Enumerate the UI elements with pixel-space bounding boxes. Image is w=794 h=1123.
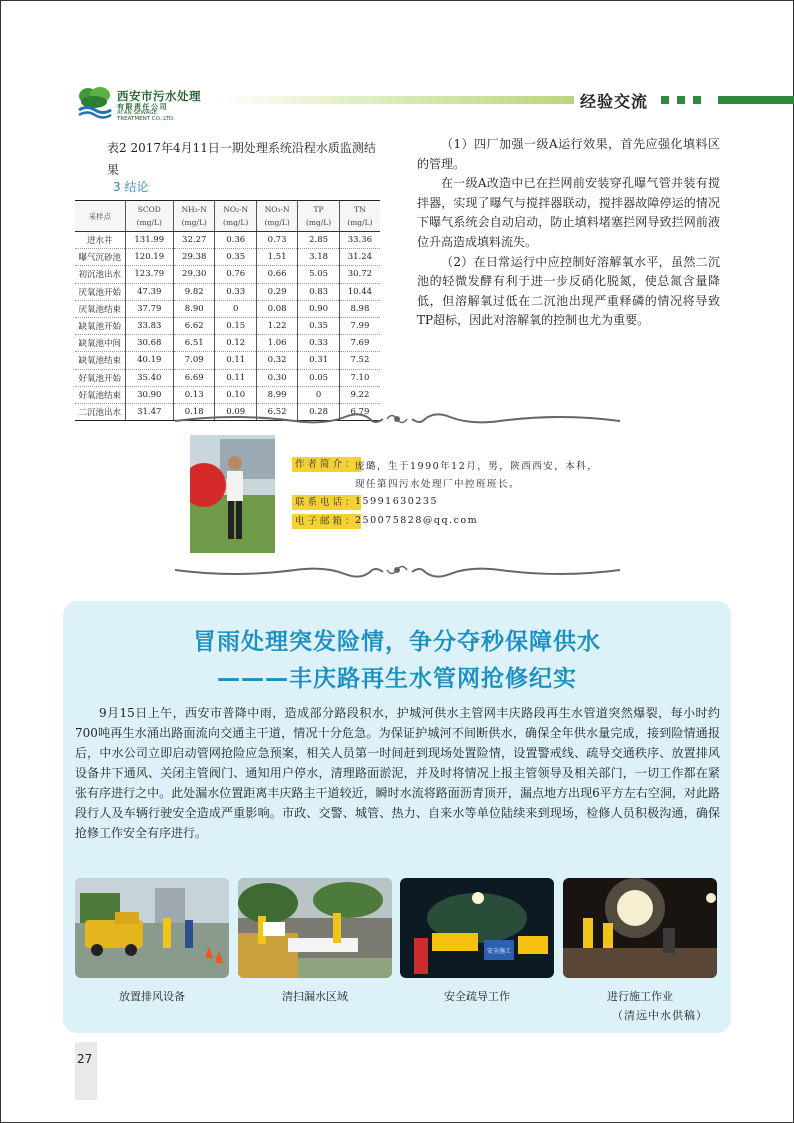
table-cell-value: 6.79: [339, 403, 380, 420]
table-cell-value: 0: [298, 386, 339, 403]
table-cell-value: 0.18: [174, 403, 215, 420]
night-construction-photo-icon: [563, 878, 717, 978]
author-intro-label: 作者简介：: [292, 457, 361, 472]
table-cell-value: 0.09: [215, 403, 256, 420]
table-cell-value: 0.13: [174, 386, 215, 403]
table-cell-value: 0.76: [215, 266, 256, 283]
table-cell-value: 6.62: [174, 317, 215, 334]
logo-mark-icon: [75, 86, 115, 120]
table-cell-value: 35.40: [125, 369, 174, 386]
table-cell-value: 0.11: [215, 352, 256, 369]
table-cell-value: 7.99: [339, 317, 380, 334]
table-cell-site: 缺氧池结束: [75, 352, 125, 369]
author-intro-line: 现任第四污水处理厂中控班班长。: [355, 479, 521, 490]
table-cell-site: 好氧池开始: [75, 369, 125, 386]
table-cell-value: 33.83: [125, 317, 174, 334]
table-cell-site: 缺氧池开始: [75, 317, 125, 334]
table-cell-value: 32.27: [174, 232, 215, 249]
author-photo: [190, 435, 275, 553]
table-cell-value: 0.29: [256, 283, 297, 300]
col-header: 采样点: [75, 201, 125, 232]
author-phone: 15991630235: [355, 496, 438, 507]
table-cell-site: 厌氧池开始: [75, 283, 125, 300]
table-cell-value: 131.99: [125, 232, 174, 249]
table-cell-value: 0.66: [256, 266, 297, 283]
table-cell-site: 初沉池出水: [75, 266, 125, 283]
table-cell-value: 7.69: [339, 335, 380, 352]
table-cell-value: 0.11: [215, 369, 256, 386]
news-photo-caption: 安全疏导工作: [444, 990, 510, 1003]
news-photo-caption: 放置排风设备: [119, 990, 185, 1003]
logo-chinese-name: 西安市污水处理: [117, 89, 201, 103]
header-square-icon: [661, 96, 669, 104]
table-cell-value: 1.22: [256, 317, 297, 334]
news-photo: [238, 878, 392, 978]
table-row: [75, 232, 380, 249]
table-cell-value: 6.51: [174, 335, 215, 352]
table-cell-value: 0.10: [215, 386, 256, 403]
conclusion-paragraph: （1）四厂加强一级A运行效果，首先应强化填料区的管理。: [417, 137, 720, 171]
street-cleaning-photo-icon: [238, 878, 392, 978]
table-cell-site: 厌氧池结束: [75, 300, 125, 317]
table-cell-value: 3.18: [298, 249, 339, 266]
news-photo-caption: 清扫漏水区域: [282, 990, 348, 1003]
header-square-icon: [677, 96, 685, 104]
header-gradient-bar: [218, 96, 574, 104]
table-cell-value: 29.30: [174, 266, 215, 283]
col-header: NH₃-N (mg/L): [174, 201, 215, 232]
table-cell-value: 0.35: [298, 317, 339, 334]
table-cell-value: 30.90: [125, 386, 174, 403]
col-header: NO₂-N (mg/L): [215, 201, 256, 232]
table-cell-site: 进水井: [75, 232, 125, 249]
author-email-label: 电子邮箱：: [292, 514, 361, 529]
table-cell-value: 8.98: [339, 300, 380, 317]
table-cell-value: 0.32: [256, 352, 297, 369]
table-cell-value: 0.05: [298, 369, 339, 386]
conclusion-paragraph: 在一级A改造中已在拦网前安装穿孔曝气管并装有搅拌器，实现了曝气与搅拌器联动，搅拌器故障停运的情况下曝气系统会自动启动，防止填料堵塞拦网导致拦网前液位升高造成填料流失。: [417, 176, 720, 249]
table-cell-value: 0.30: [256, 369, 297, 386]
table-cell-value: 33.36: [339, 232, 380, 249]
table-cell-value: 31.47: [125, 403, 174, 420]
table-cell-site: 缺氧池中间: [75, 335, 125, 352]
table-cell-value: 0.90: [298, 300, 339, 317]
header-green-bar: [718, 96, 794, 104]
table-cell-value: 9.22: [339, 386, 380, 403]
table-cell-value: 0.08: [256, 300, 297, 317]
table-cell-site: 曝气沉砂池: [75, 249, 125, 266]
author-phone-label: 联系电话：: [292, 495, 361, 510]
conclusion-paragraph: （2）在日常运行中应控制好溶解氧水平，虽然二沉池的轻微发酵有利于进一步反硝化脱氮，使总氮含量降低，但溶解氧过低在二沉池出现严重释磷的情况将导致TP超标，因此对溶解氧的控制也尤为重要。: [417, 254, 720, 328]
night-traffic-sign-photo-icon: [400, 878, 554, 978]
logo-subtitle: 有限责任公司: [117, 103, 168, 111]
table-header-row: [75, 201, 380, 232]
author-email: 250075828@qq.com: [355, 515, 479, 526]
table-row: [75, 283, 380, 300]
table-row: [75, 317, 380, 334]
table-cell-value: 0.83: [298, 283, 339, 300]
page-number-tab: [75, 1042, 97, 1100]
table-caption: 表2 2017年4月11日一期处理系统沿程水质监测结果: [107, 141, 376, 177]
table-cell-value: 123.79: [125, 266, 174, 283]
table-cell-site: 好氧池结束: [75, 386, 125, 403]
table-cell-value: 9.82: [174, 283, 215, 300]
table-cell-value: 0.28: [298, 403, 339, 420]
table-row: [75, 300, 380, 317]
table-cell-value: 1.06: [256, 335, 297, 352]
table-cell-value: 0.33: [215, 283, 256, 300]
company-logo: [75, 82, 225, 124]
author-intro-line: 庞璐，生于1990年12月，男，陕西西安，本科，: [355, 461, 599, 472]
table-cell-value: 6.52: [256, 403, 297, 420]
table-cell-value: 0.73: [256, 232, 297, 249]
rescue-truck-photo-icon: [75, 878, 229, 978]
sign-text: 安全施工: [486, 948, 512, 955]
table-cell-value: 10.44: [339, 283, 380, 300]
table-cell-value: 120.19: [125, 249, 174, 266]
table-cell-value: 0.35: [215, 249, 256, 266]
table-cell-value: 31.24: [339, 249, 380, 266]
table-cell-value: 0.12: [215, 335, 256, 352]
water-quality-table: [75, 200, 380, 421]
news-subtitle: ———丰庆路再生水管网抢修纪实: [217, 666, 577, 692]
table-cell-value: 8.99: [256, 386, 297, 403]
table-cell-value: 8.90: [174, 300, 215, 317]
table-row: [75, 369, 380, 386]
col-header: TN (mg/L): [339, 201, 380, 232]
table-cell-value: 5.05: [298, 266, 339, 283]
table-cell-site: 二沉池出水: [75, 403, 125, 420]
logo-english-name: XI'AN SEWAGE TREATMENT CO.,LTD.: [117, 110, 175, 122]
table-cell-value: 2.85: [298, 232, 339, 249]
section-title: 经验交流: [580, 92, 649, 111]
news-paragraph: 9月15日上午，西安市普降中雨，造成部分路段积水，护城河供水主管网丰庆路段再生水管道突然爆裂，每小时约700吨再生水涌出路面流向交通主干道，情况十分危急。为保证护城河不间断供水，确保全年供水量完成，接到险情通报后，中水公司立即启动管网抢险应急预案，相关人员第一时间赶到现场处置险情，设置警戒线、疏导交通秩序、放置排风设备井下通风、关闭主管阀门、通知用户停水，清理路面淤泥，并及时将情况上报主管领导及相关部门，一切工作都在紧张有序进行之中。此处漏水位置距离丰庆路主干道较近，瞬时水流将路面沥青顶开，漏点地方出现6平方左右空洞，对此路段行人及车辆行驶安全造成严重影响。市政、交警、城管、热力、自来水等单位陆续来到现场，检修人员积极沟通，确保抢修工作安全有序进行。: [75, 706, 720, 840]
table-row: [75, 352, 380, 369]
table-cell-value: 1.51: [256, 249, 297, 266]
col-header: TP (mg/L): [298, 201, 339, 232]
table-row: [75, 335, 380, 352]
table-cell-value: 7.09: [174, 352, 215, 369]
table-cell-value: 6.69: [174, 369, 215, 386]
ornament-divider-icon: [175, 409, 620, 429]
section-heading: 3 结论: [113, 180, 149, 194]
table-cell-value: 30.72: [339, 266, 380, 283]
news-photo: [563, 878, 717, 978]
table-cell-value: 47.39: [125, 283, 174, 300]
col-header: SCOD (mg/L): [125, 201, 174, 232]
table-cell-value: 0.31: [298, 352, 339, 369]
table-cell-value: 37.79: [125, 300, 174, 317]
page-number: 27: [77, 1052, 93, 1066]
author-photo-icon: [190, 435, 275, 553]
table-cell-value: 7.10: [339, 369, 380, 386]
table-row: [75, 266, 380, 283]
header-square-icon: [693, 96, 701, 104]
table-cell-value: 29.38: [174, 249, 215, 266]
conclusions-text: [417, 135, 720, 331]
news-body: [75, 703, 720, 843]
table-cell-value: 30.68: [125, 335, 174, 352]
news-photo-caption: 进行施工作业: [607, 990, 673, 1003]
table-cell-value: 0.36: [215, 232, 256, 249]
table-cell-value: 7.52: [339, 352, 380, 369]
table-cell-value: 0.15: [215, 317, 256, 334]
ornament-divider-icon: [175, 560, 620, 580]
table-cell-value: 0.33: [298, 335, 339, 352]
news-photo: [75, 878, 229, 978]
news-credit: （清远中水供稿）: [612, 1009, 708, 1022]
table-row: [75, 249, 380, 266]
table-row: [75, 386, 380, 403]
table-cell-value: 40.19: [125, 352, 174, 369]
table-cell-value: 0: [215, 300, 256, 317]
news-title: 冒雨处理突发险情，争分夺秒保障供水: [193, 629, 601, 655]
news-photo: [400, 878, 554, 978]
col-header: NO₃-N (mg/L): [256, 201, 297, 232]
